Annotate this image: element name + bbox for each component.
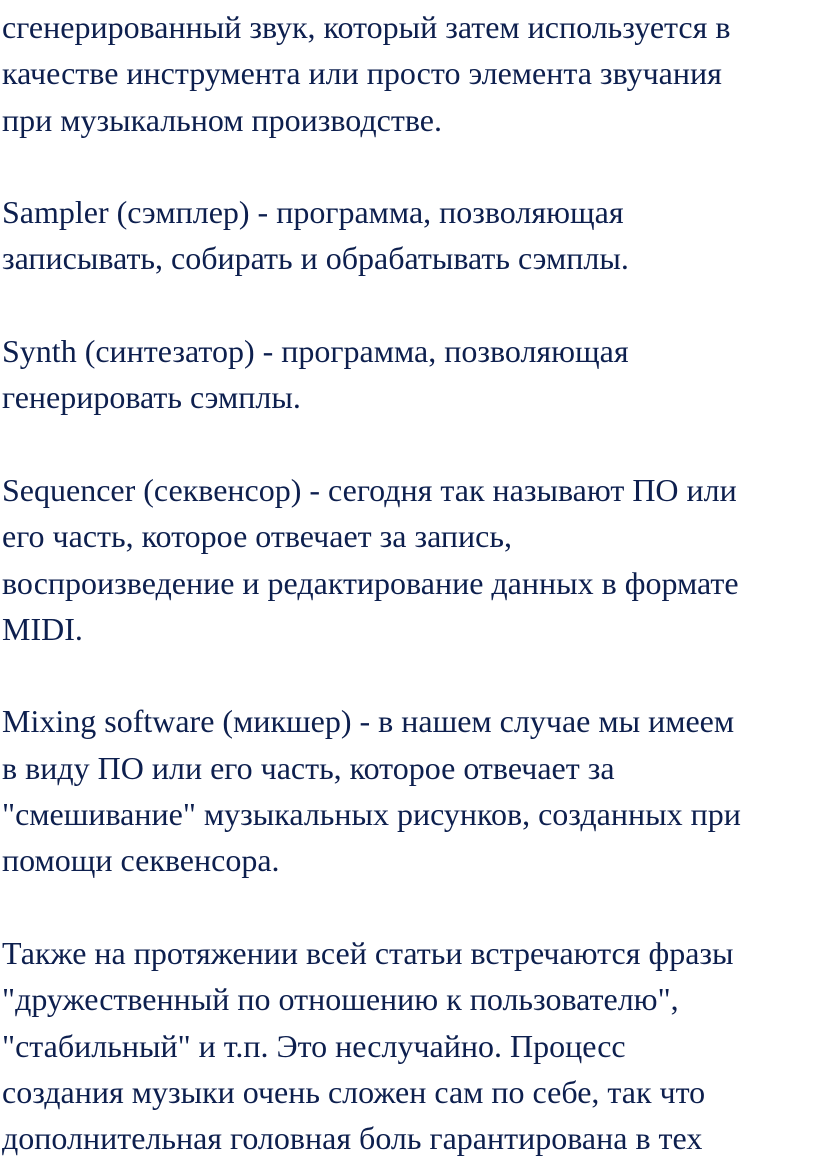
paragraph-gap (2, 282, 816, 328)
paragraph-gap (2, 143, 816, 189)
paragraph-gap (2, 652, 816, 698)
text-line: качестве инструмента или просто элемента звучания (2, 55, 722, 92)
paragraph-sampler-definition (2, 189, 816, 282)
text-line: записывать, собирать и обрабатывать сэмплы. (2, 240, 629, 277)
paragraph-user-friendly-note (2, 930, 816, 1161)
paragraph-gap (2, 884, 816, 930)
text-line: "дружественный по отношению к пользователю", (2, 981, 679, 1018)
text-line: воспроизведение и редактирование данных в формате (2, 564, 739, 601)
text-line: в виду ПО или его часть, которое отвечает за (2, 749, 615, 786)
text-line: дополнительная головная боль гарантирована в тех (2, 1120, 703, 1157)
text-line: генерировать сэмплы. (2, 379, 301, 416)
text-line: Synth (синтезатор) - программа, позволяющая (2, 333, 629, 370)
text-line: его часть, которое отвечает за запись, (2, 518, 512, 555)
text-line: Mixing software (микшер) - в нашем случае мы имеем (2, 703, 735, 740)
paragraph-gap (2, 421, 816, 467)
text-line: сгенерированный звук, который затем используется в (2, 9, 731, 45)
text-line: помощи секвенсора. (2, 842, 280, 879)
text-line: создания музыки очень сложен сам по себе, так что (2, 1073, 706, 1110)
text-line: "смешивание" музыкальных рисунков, созданных при (2, 796, 741, 833)
paragraph-mixing-software-definition (2, 698, 816, 883)
paragraph-synth-definition (2, 328, 816, 421)
text-line: Sampler (сэмплер) - программа, позволяющая (2, 194, 624, 231)
paragraph-sequencer-definition (2, 467, 816, 652)
paragraph-sampled-sound-continuation (2, 4, 816, 143)
text-line: MIDI. (2, 610, 83, 647)
text-line: Также на протяжении всей статьи встречаются фразы (2, 934, 734, 971)
text-line: Sequencer (секвенсор) - сегодня так называют ПО или (2, 471, 737, 508)
text-line: "стабильный" и т.п. Это неслучайно. Процесс (2, 1027, 626, 1064)
text-line: при музыкальном производстве. (2, 101, 442, 138)
